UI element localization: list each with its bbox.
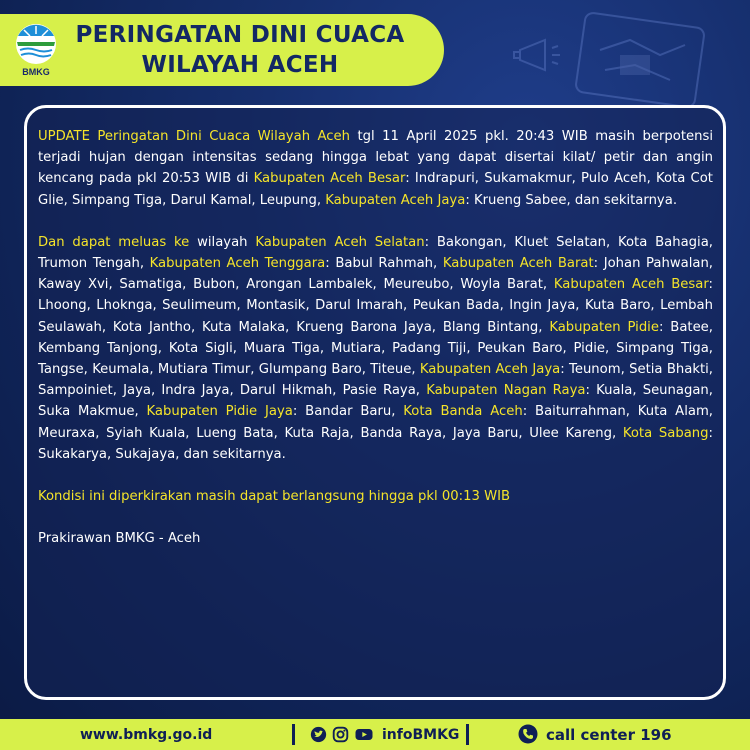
footer-bar [0,719,750,750]
title-line-2: WILAYAH ACEH [141,52,339,78]
highlighted-region-name: Kabupaten Aceh Selatan [255,234,425,250]
highlighted-region-name: Kabupaten Aceh Besar [553,277,709,293]
footer-divider [466,724,469,745]
warning-text-segment: : Lhoong, Lhoknga, Seulimeum, Montasik, Darul Imarah, Peukan Bada, Ingin Jaya, Kuta Baro, Lembah Seulawah, Kota Jantho, Kuta Malaka, Krueng Barona Jaya, Blang Bintang, [38,277,713,335]
megaphone-map-illustration [510,10,710,120]
instagram-icon[interactable] [332,726,349,743]
warning-text-segment: : Bakongan, Kluet Selatan, Kota Bahagia, Trumon Tengah, [38,234,713,272]
warning-text-segment: : Babul Rahmah, [325,256,443,272]
warning-text-segment: : Bandar Baru, [292,404,404,420]
warning-paragraph-1 [38,126,713,211]
warning-text-segment: : Baiturrahman, Kuta Alam, Meuraxa, Syiah Kuala, Lueng Bata, Kuta Raja, Banda Raya, Jaya Baru, Ulee Kareng, [38,404,713,441]
highlighted-region-name: Dan dapat meluas ke [38,234,190,250]
highlighted-region-name: Kabupaten Nagan Raya [426,383,586,399]
warning-text-segment: : Kuala, Seunagan, Suka Makmue, [38,383,713,420]
highlighted-region-name: Kota Sabang [622,425,709,441]
twitter-icon[interactable] [310,726,327,743]
warning-text-segment: : Indrapuri, Sukamakmur, Pulo Aceh, Kota Cot Glie, Simpang Tiga, Darul Kamal, Leupung, [38,171,713,208]
highlighted-region-name: Kabupaten Aceh Tenggara [149,256,326,272]
title-line-1: PERINGATAN DINI CUACA [75,22,405,48]
footer-divider [292,724,295,745]
logo-text: BMKG [22,67,50,77]
warning-text-segment: tgl 11 April 2025 pkl. 20:43 WIB masih berpotensi terjadi hujan dengan intensitas sedang hingga lebat yang dapat disertai kilat/ petir dan angin kencang pada pkl 20:53 WIB di [38,129,713,187]
highlighted-region-name: Kota Banda Aceh [403,404,523,420]
highlighted-region-name: Kabupaten Aceh Jaya [325,192,466,208]
phone-icon [518,724,538,744]
website-link[interactable]: www.bmkg.go.id [80,727,213,743]
page-title [70,20,410,80]
warning-paragraph-2 [38,232,713,465]
warning-text-segment: wilayah [189,234,256,250]
youtube-icon[interactable] [354,726,374,743]
forecaster-signature: Prakirawan BMKG - Aceh [38,531,201,547]
highlighted-region-name: Kabupaten Pidie [549,319,659,335]
highlighted-region-name: Kabupaten Aceh Barat [442,256,594,272]
warning-text-segment: : Batee, Kembang Tanjong, Kota Sigli, Muara Tiga, Mutiara, Padang Tiji, Peukan Baro, Pidie, Simpang Tiga, Tangse, Keumala, Mutiara Timur, Glumpang Baro, Titeue, [38,319,713,378]
warning-text-segment: : Teunom, Setia Bhakti, Sampoiniet, Jaya, Indra Jaya, Darul Hikmah, Pasie Raya, [38,362,713,399]
call-center[interactable]: call center 196 [546,726,672,744]
warning-text-segment: : Sukakarya, Sukajaya, dan sekitarnya. [38,425,713,462]
highlighted-region-name: Kabupaten Aceh Jaya [419,362,561,378]
social-handle[interactable]: infoBMKG [382,727,460,743]
warning-text-segment: : Johan Pahwalan, Kaway Xvi, Samatiga, Bubon, Arongan Lambalek, Meureubo, Woyla Barat, [38,256,714,293]
highlighted-region-name: UPDATE Peringatan Dini Cuaca Wilayah Aceh [38,129,351,144]
duration-note: Kondisi ini diperkirakan masih dapat berlangsung hingga pkl 00:13 WIB [38,489,511,505]
warning-text [38,126,713,570]
highlighted-region-name: Kabupaten Pidie Jaya [146,404,293,420]
highlighted-region-name: Kabupaten Aceh Besar [253,171,406,187]
warning-text-segment: : Krueng Sabee, dan sekitarnya. [465,192,678,208]
